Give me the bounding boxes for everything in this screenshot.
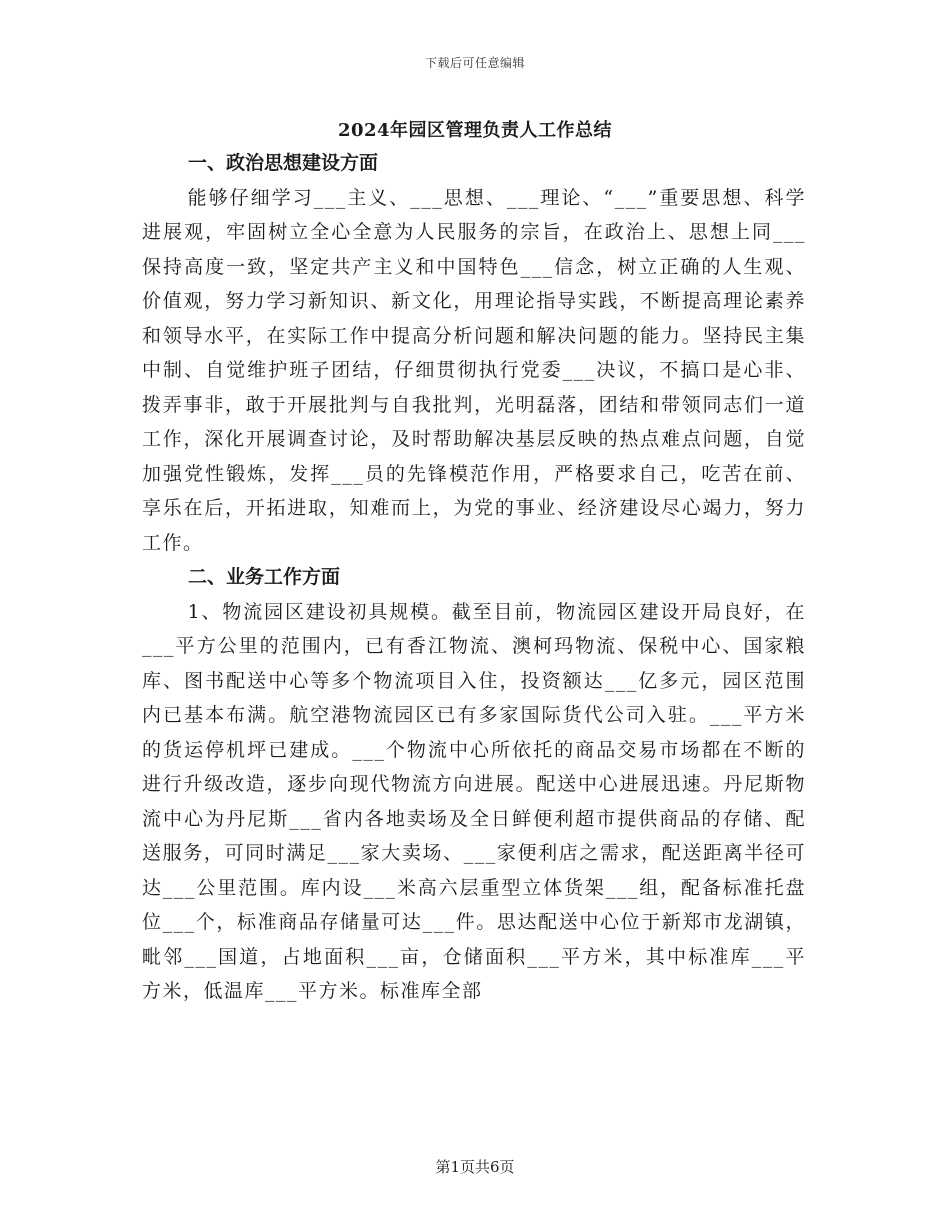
section-political <box>142 146 806 560</box>
section-heading: 一、政治思想建设方面 <box>188 152 379 174</box>
paragraph: 1、物流园区建设初具规模。截至目前，物流园区建设开局良好，在___平方公里的范围内，已有香江物流、澳柯玛物流、保税中心、国家粮库、图书配送中心等多个物流项目入住，投资额达___亿多元，园区范围内已基本布满。航空港物流园区已有多家国际货代公司入驻。___平方米的货运停机坪已建成。___个物流中心所依托的商品交易市场都在不断的进行升级改造，逐步向现代物流方向进展。配送中心进展迅速。丹尼斯物流中心为丹尼斯___省内各地卖场及全日鲜便利超市提供商品的存储、配送服务，可同时满足___家大卖场、___家便利店之需求，配送距离半径可达___公里范围。库内设___米高六层重型立体货架___组，配备标准托盘位___个，标准商品存储量可达___件。思达配送中心位于新郑市龙湖镇，毗邻___国道，占地面积___亩，仓储面积___平方米，其中标准库___平方米，低温库___平方米。标准库全部 <box>142 600 806 1002</box>
document-title: 2024年园区管理负责人工作总结 <box>337 120 613 141</box>
paragraph: 能够仔细学习___主义、___思想、___理论、“___”重要思想、科学进展观，牢固树立全心全意为人民服务的宗旨，在政治上、思想上同___保持高度一致，坚定共产主义和中国特色___信念，树立正确的人生观、价值观，努力学习新知识、新文化，用理论指导实践，不断提高理论素养和领导水平，在实际工作中提高分析问题和解决问题的能力。坚持民主集中制、自觉维护班子团结，仔细贯彻执行党委___决议，不搞口是心非、拨弄事非，敢于开展批判与自我批判，光明磊落，团结和带领同志们一道工作，深化开展调查讨论，及时帮助解决基层反映的热点难点问题，自觉加强党性锻炼，发挥___员的先锋模范作用，严格要求自己，吃苦在前、享乐在后，开拓进取，知难而上，为党的事业、经济建设尽心竭力，努力工作。 <box>142 186 806 554</box>
page-number: 第1页共6页 <box>435 1158 515 1176</box>
page-header-note: 下载后可任意编辑 <box>424 56 525 70</box>
document-body <box>142 146 806 1009</box>
section-heading: 二、业务工作方面 <box>188 566 341 588</box>
section-business <box>142 560 806 1009</box>
